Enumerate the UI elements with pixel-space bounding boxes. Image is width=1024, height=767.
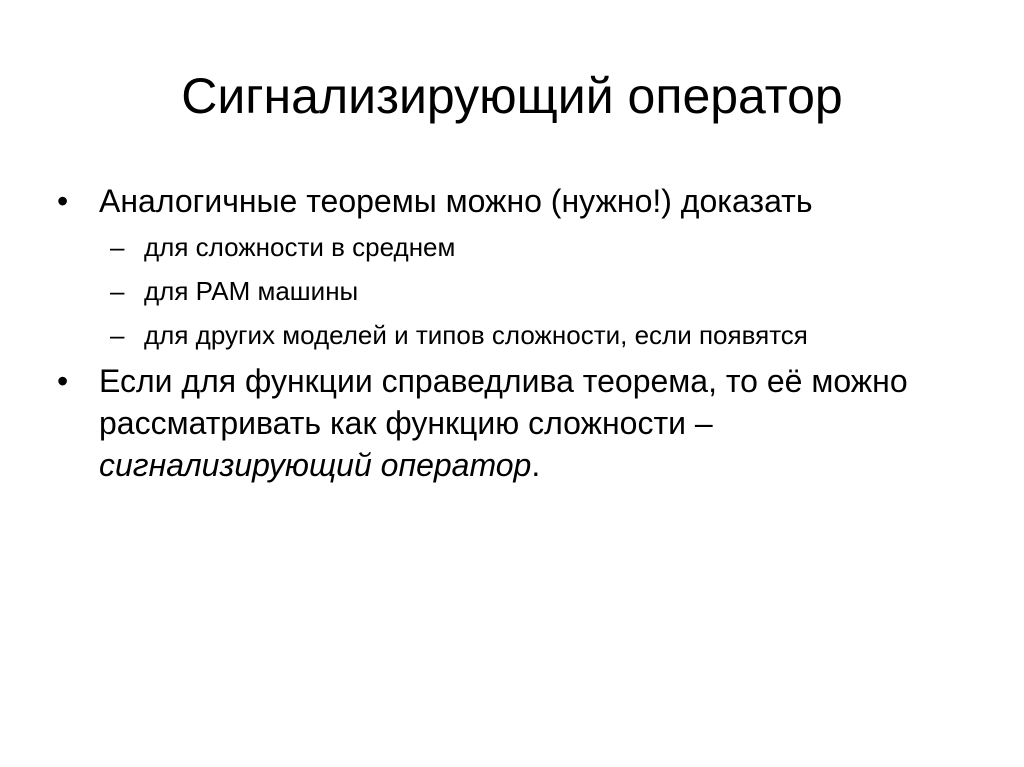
sub-bullet-text: для сложности в среднем <box>144 232 456 262</box>
bullet-text: Аналогичные теоремы можно (нужно!) доказать <box>99 183 813 219</box>
sub-bullet-text: для РАМ машины <box>144 276 359 306</box>
sub-bullet-item-2 <box>52 272 952 310</box>
dash-marker: – <box>110 232 125 262</box>
dash-marker: – <box>110 320 125 350</box>
slide-content <box>52 180 952 490</box>
sub-bullet-item-3 <box>52 316 952 354</box>
bullet-item-2 <box>52 360 952 486</box>
bullet-text-after: . <box>531 447 541 483</box>
slide-title: Сигнализирующий оператор <box>181 68 843 124</box>
bullet-marker: • <box>57 363 69 399</box>
bullet-text-italic: сигнализирующий оператор <box>99 447 532 483</box>
bullet-text-before: Если для функции справедлива теорема, то её можно рассматривать как функцию сложности – <box>99 363 908 441</box>
bullet-marker: • <box>57 183 69 219</box>
sub-bullet-text: для других моделей и типов сложности, если появятся <box>144 320 808 350</box>
bullet-item-1 <box>52 180 952 222</box>
sub-bullet-list <box>52 228 952 354</box>
dash-marker: – <box>110 276 125 306</box>
sub-bullet-item-1 <box>52 228 952 266</box>
